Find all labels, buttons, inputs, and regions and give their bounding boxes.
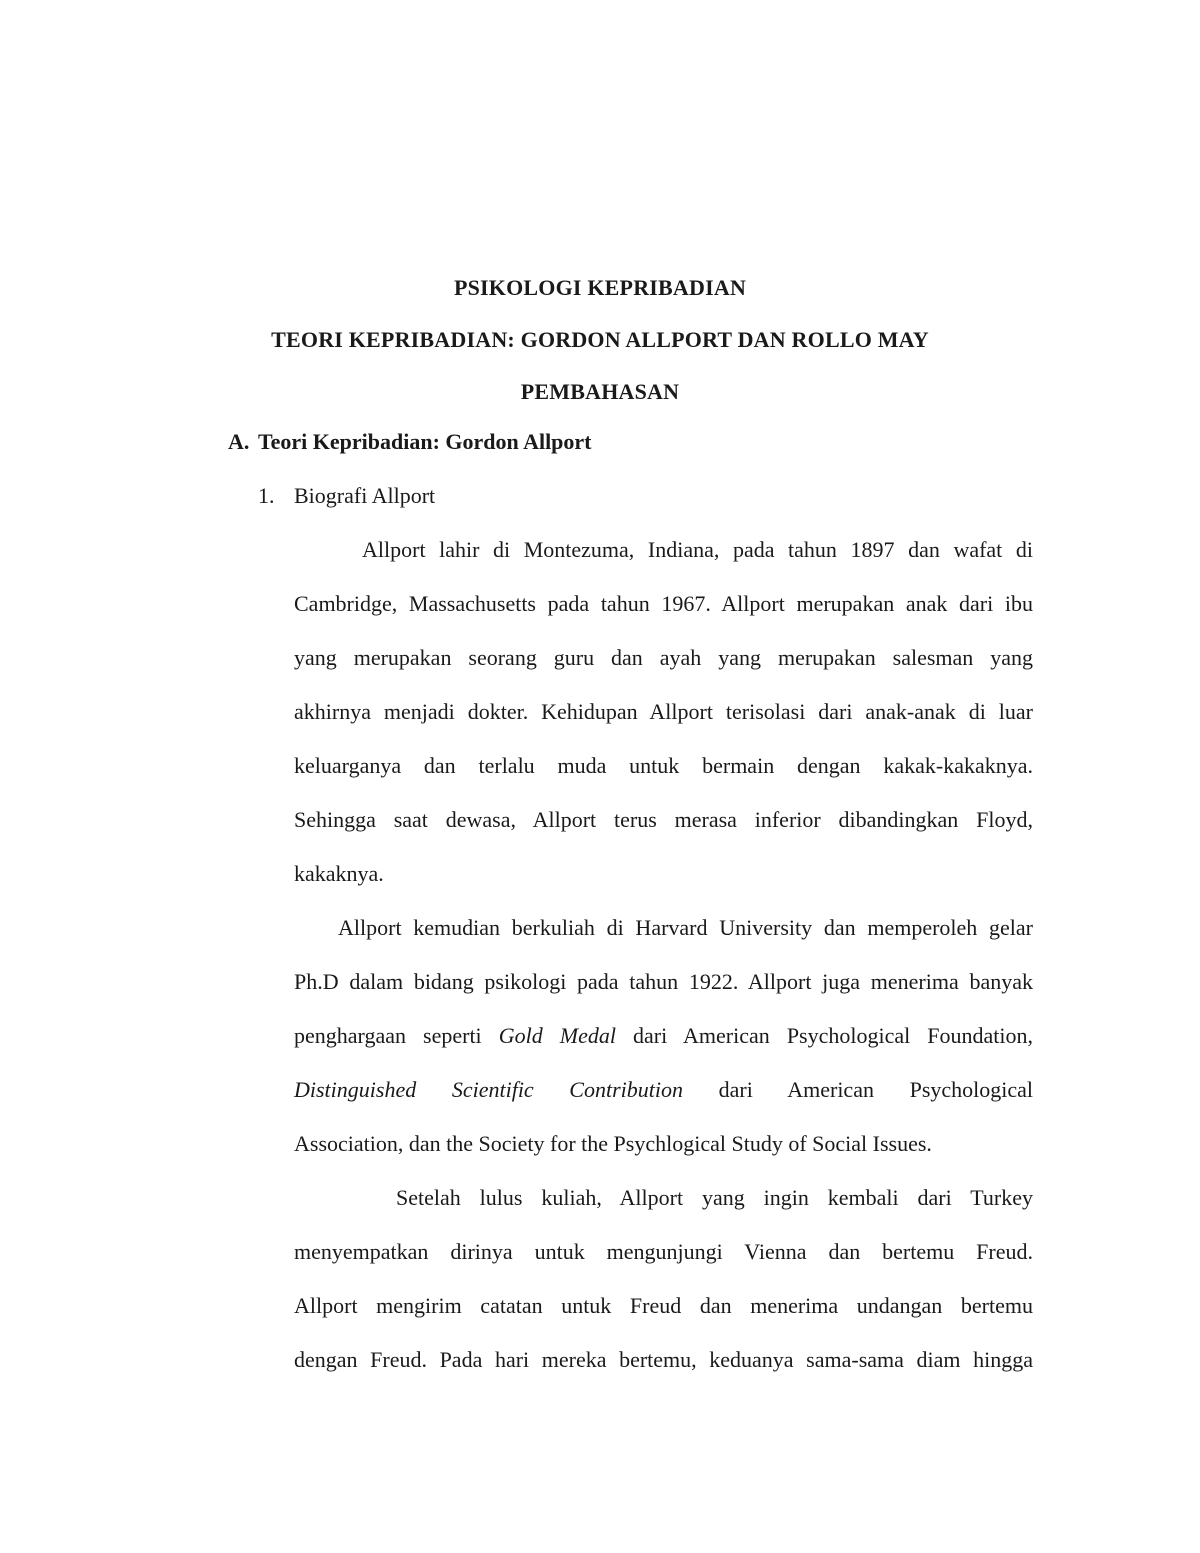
paragraph-line: Allport lahir di Montezuma, Indiana, pada tahun 1897 dan wafat di	[362, 537, 1033, 562]
subsection-heading-text: Biografi Allport	[294, 483, 436, 508]
paragraph-line: keluarganya dan terlalu muda untuk bermain dengan kakak-kakaknya.	[294, 753, 1033, 778]
paragraph-line: Allport kemudian berkuliah di Harvard University dan memperoleh gelar	[338, 915, 1033, 940]
paragraph-line: menyempatkan dirinya untuk mengunjungi Vienna dan bertemu Freud.	[294, 1239, 1033, 1264]
section-title-pembahasan: PEMBAHASAN	[520, 379, 680, 404]
paragraph-line: Setelah lulus kuliah, Allport yang ingin kembali dari Turkey	[396, 1185, 1033, 1210]
section-marker: A.	[228, 429, 250, 454]
award-gold-medal: Gold Medal	[498, 1023, 616, 1048]
paragraph-text: dari American Psychological	[718, 1077, 1034, 1102]
paragraph-line: Allport mengirim catatan untuk Freud dan menerima undangan bertemu	[294, 1293, 1033, 1318]
section-heading	[228, 428, 592, 456]
paragraph-line: kakaknya.	[294, 861, 384, 886]
paragraph-line: Association, dan the Society for the Psychlogical Study of Social Issues.	[294, 1131, 932, 1156]
paragraph-line: yang merupakan seorang guru dan ayah yang merupakan salesman yang	[294, 645, 1033, 670]
paragraph-text: penghargaan seperti	[294, 1023, 482, 1048]
section-heading-text: Teori Kepribadian: Gordon Allport	[258, 429, 592, 454]
paragraph-line	[294, 1076, 1033, 1104]
subsection-number: 1.	[258, 483, 275, 508]
paragraph-text: dari American Psychological Foundation,	[633, 1023, 1034, 1048]
paragraph-line: Cambridge, Massachusetts pada tahun 1967. Allport merupakan anak dari ibu	[294, 591, 1033, 616]
paragraph-line: Ph.D dalam bidang psikologi pada tahun 1922. Allport juga menerima banyak	[294, 969, 1033, 994]
paragraph-line: akhirnya menjadi dokter. Kehidupan Allport terisolasi dari anak-anak di luar	[294, 699, 1033, 724]
award-distinguished-contribution: Distinguished Scientific Contribution	[294, 1077, 683, 1102]
document-title: PSIKOLOGI KEPRIBADIAN	[453, 275, 747, 300]
subsection-heading	[258, 482, 435, 510]
paragraph-line: Sehingga saat dewasa, Allport terus merasa inferior dibandingkan Floyd,	[294, 807, 1033, 832]
paragraph-line: dengan Freud. Pada hari mereka bertemu, keduanya sama-sama diam hingga	[294, 1347, 1033, 1372]
document-subtitle: TEORI KEPRIBADIAN: GORDON ALLPORT DAN ROLLO MAY	[271, 327, 929, 352]
paragraph-line	[294, 1022, 1033, 1050]
